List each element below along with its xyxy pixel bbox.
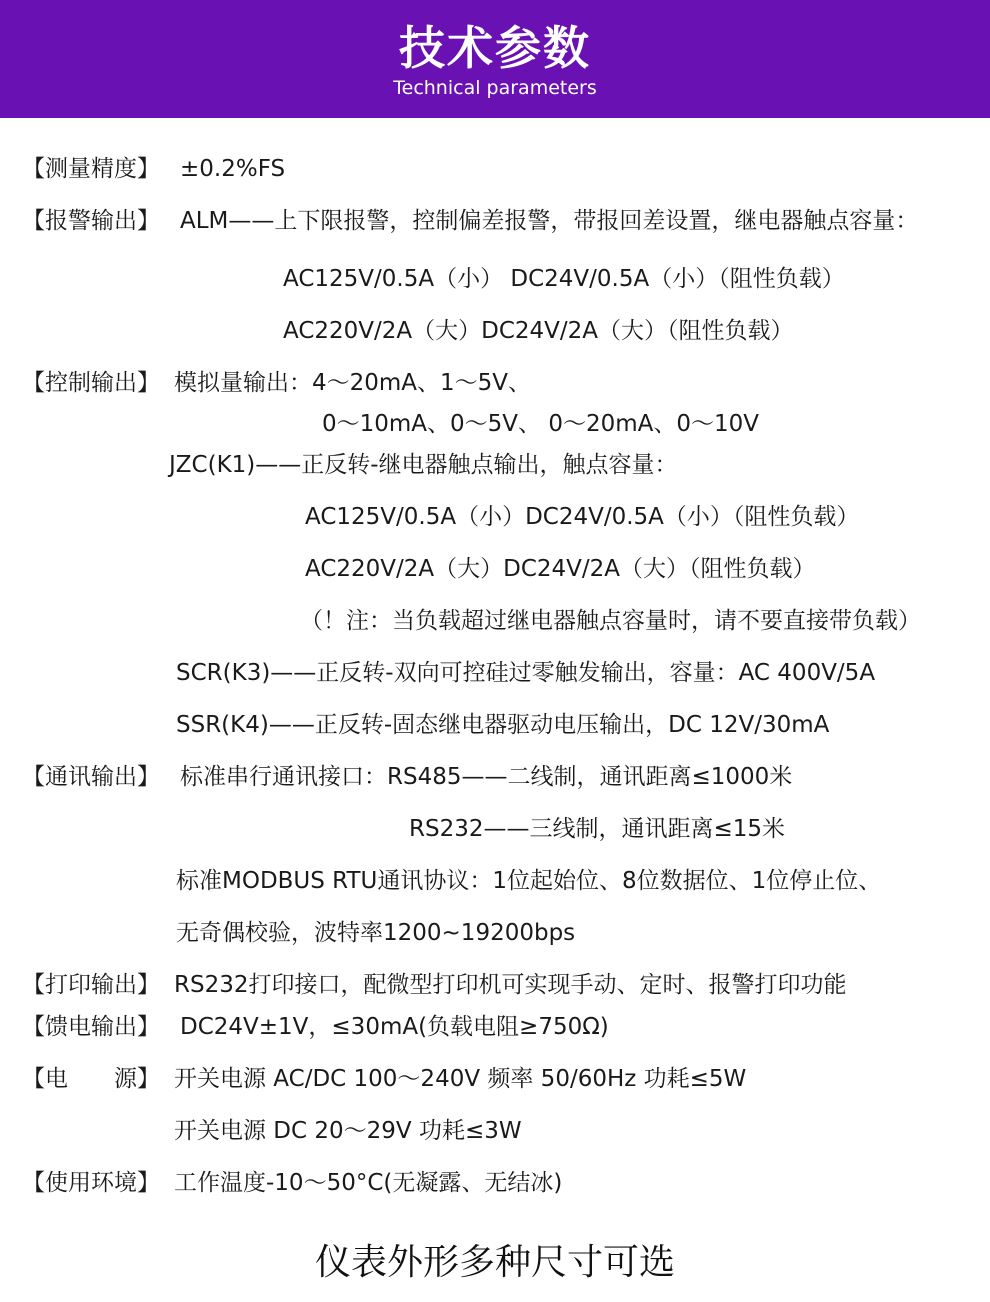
control-line-2: 0～10mA、0～5V、 0～20mA、0～10V xyxy=(322,411,760,437)
comm-line-3: 标准MODBUS RTU通讯协议：1位起始位、8位数据位、1位停止位、 xyxy=(176,868,882,894)
header-banner xyxy=(0,0,990,118)
comm-line-1: 标准串行通讯接口：RS485——二线制，通讯距离≤1000米 xyxy=(180,764,793,790)
control-line-4: AC125V/0.5A（小）DC24V/0.5A（小）（阻性负载） xyxy=(305,504,860,530)
comm-line-4: 无奇偶校验，波特率1200~19200bps xyxy=(176,920,576,946)
env-line-1: 工作温度-10～50°C(无凝露、无结冰) xyxy=(174,1170,563,1196)
control-note: （！注：当负载超过继电器触点容量时，请不要直接带负载） xyxy=(300,608,921,634)
control-line-ssr: SSR(K4)——正反转-固态继电器驱动电压输出，DC 12V/30mA xyxy=(176,712,830,738)
alarm-line-3: AC220V/2A（大）DC24V/2A（大）（阻性负载） xyxy=(283,318,794,344)
footer-title: 仪表外形多种尺寸可选 xyxy=(314,1242,675,1283)
comm-line-2: RS232——三线制，通讯距离≤15米 xyxy=(409,816,786,842)
power-line-2: 开关电源 DC 20～29V 功耗≤3W xyxy=(174,1118,522,1144)
precision-value: ±0.2%FS xyxy=(180,156,286,182)
page-title: 技术参数 xyxy=(399,21,591,75)
control-line-3: JZC(K1)——正反转-继电器触点输出，触点容量： xyxy=(169,452,678,478)
label-precision: 【测量精度】 xyxy=(22,156,160,182)
alarm-line-2: AC125V/0.5A（小） DC24V/0.5A（小）（阻性负载） xyxy=(283,266,845,292)
label-alarm: 【报警输出】 xyxy=(22,208,160,234)
label-feed: 【馈电输出】 xyxy=(22,1014,160,1040)
label-control: 【控制输出】 xyxy=(22,370,160,396)
control-line-scr: SCR(K3)——正反转-双向可控硅过零触发输出，容量：AC 400V/5A xyxy=(176,660,876,686)
feed-line-1: DC24V±1V，≤30mA(负载电阻≥750Ω) xyxy=(180,1014,609,1040)
control-line-1: 模拟量输出：4～20mA、1～5V、 xyxy=(174,370,532,396)
label-env: 【使用环境】 xyxy=(22,1170,160,1196)
label-comm: 【通讯输出】 xyxy=(22,764,160,790)
label-print: 【打印输出】 xyxy=(22,972,160,998)
label-power: 【电 源】 xyxy=(22,1066,160,1092)
power-line-1: 开关电源 AC/DC 100～240V 频率 50/60Hz 功耗≤5W xyxy=(174,1066,747,1092)
page-subtitle: Technical parameters xyxy=(393,77,597,99)
control-line-5: AC220V/2A（大）DC24V/2A（大）（阻性负载） xyxy=(305,556,816,582)
print-line-1: RS232打印接口，配微型打印机可实现手动、定时、报警打印功能 xyxy=(174,972,847,998)
alarm-line-1: ALM——上下限报警，控制偏差报警，带报回差设置，继电器触点容量： xyxy=(180,208,919,234)
